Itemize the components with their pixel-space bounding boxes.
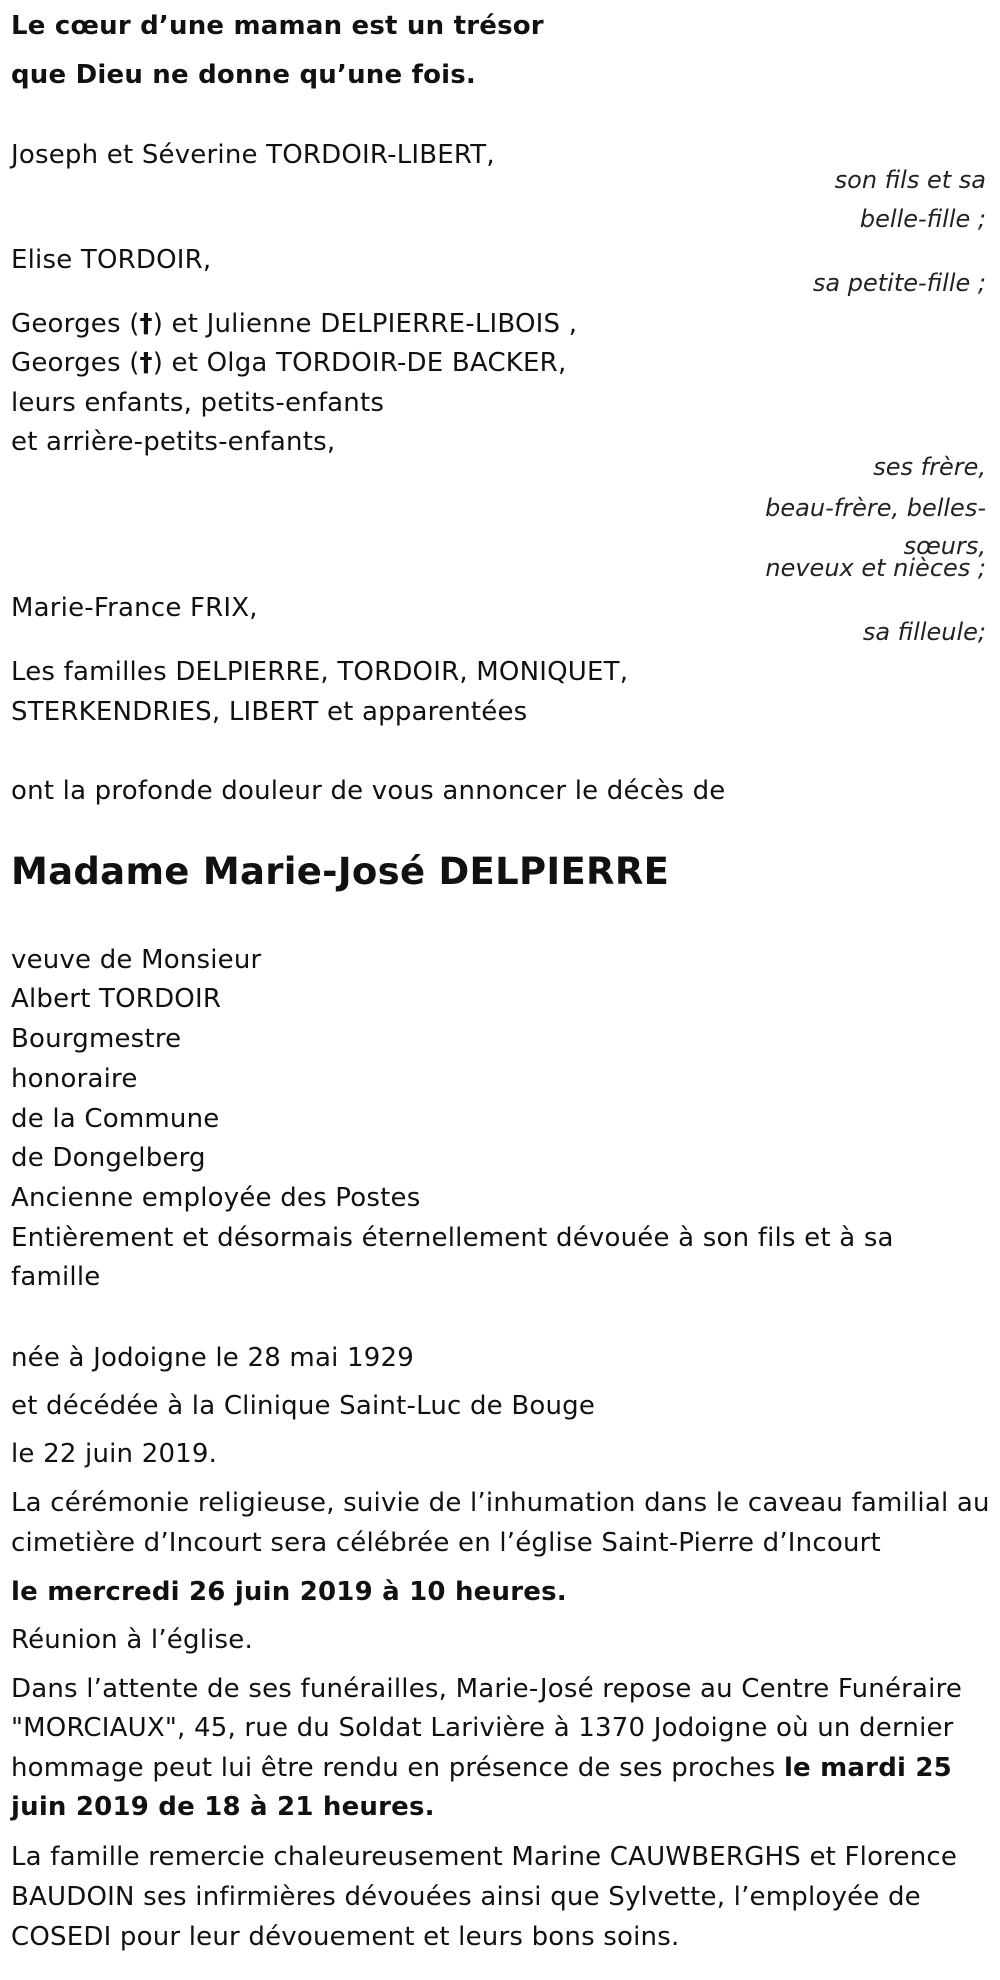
viewing-line-3: hommage peut lui être rendu en présence de ses proches le mardi 25 (11, 1753, 952, 1783)
bio-line: Bourgmestre (11, 1024, 182, 1054)
sibling-role-line-3: sœurs, (903, 532, 986, 560)
granddaughter-name: Elise TORDOIR, (11, 245, 212, 275)
cross-icon: † (139, 309, 153, 339)
goddaughter-name: Marie-France FRIX, (11, 593, 258, 623)
bio-line: Ancienne employée des Postes (11, 1183, 421, 1213)
son-names: Joseph et Séverine TORDOIR-LIBERT, (11, 140, 495, 170)
families-line-2: STERKENDRIES, LIBERT et apparentées (11, 697, 528, 727)
sibling-line-2: Georges (†) et Olga TORDOIR-DE BACKER, (11, 348, 567, 378)
bio-line: Entièrement et désormais éternellement dévouée à son fils et à sa (11, 1223, 894, 1253)
sibling-role-line-2: beau-frère, belles- (765, 494, 986, 522)
quote-line-2: que Dieu ne donne qu’une fois. (11, 60, 477, 90)
viewing-line-4: juin 2019 de 18 à 21 heures. (11, 1792, 435, 1822)
son-role-line-2: belle-fille ; (859, 205, 986, 233)
death-info-line-1: et décédée à la Clinique Saint-Luc de Bouge (11, 1391, 596, 1421)
descendants-line-2: et arrière-petits-enfants, (11, 427, 336, 457)
bio-line: veuve de Monsieur (11, 945, 262, 975)
granddaughter-role: sa petite-fille ; (812, 269, 986, 297)
ceremony-line-2: cimetière d’Incourt sera célébrée en l’église Saint-Pierre d’Incourt (11, 1528, 881, 1558)
sibling-role-line-4: neveux et nièces ; (765, 554, 986, 582)
meeting-info: Réunion à l’église. (11, 1625, 253, 1655)
quote-line-1: Le cœur d’une maman est un trésor (11, 11, 544, 41)
goddaughter-role: sa filleule; (862, 618, 986, 646)
thanks-line-1: La famille remercie chaleureusement Marine CAUWBERGHS et Florence (11, 1842, 958, 1872)
bio-line: Albert TORDOIR (11, 984, 222, 1014)
viewing-line-2: "MORCIAUX", 45, rue du Soldat Larivière à 1370 Jodoigne où un dernier (11, 1713, 954, 1743)
descendants-line-1: leurs enfants, petits-enfants (11, 388, 385, 418)
deceased-name: Madame Marie-José DELPIERRE (11, 850, 670, 893)
sibling-role-line-1: ses frère, (873, 453, 986, 481)
bio-line: de la Commune (11, 1104, 220, 1134)
bio-line: de Dongelberg (11, 1143, 206, 1173)
thanks-line-2: BAUDOIN ses infirmières dévouées ainsi que Sylvette, l’employée de (11, 1882, 921, 1912)
cross-icon: † (139, 348, 153, 378)
sibling-line-1: Georges (†) et Julienne DELPIERRE-LIBOIS , (11, 309, 578, 339)
ceremony-date: le mercredi 26 juin 2019 à 10 heures. (11, 1577, 567, 1607)
thanks-line-3: COSEDI pour leur dévouement et leurs bons soins. (11, 1922, 680, 1952)
families-line-1: Les familles DELPIERRE, TORDOIR, MONIQUET, (11, 657, 629, 687)
death-info-line-2: le 22 juin 2019. (11, 1439, 218, 1469)
ceremony-line-1: La cérémonie religieuse, suivie de l’inhumation dans le caveau familial au (11, 1488, 990, 1518)
bio-line: honoraire (11, 1064, 138, 1094)
announcement: ont la profonde douleur de vous annoncer le décès de (11, 776, 726, 806)
viewing-line-1: Dans l’attente de ses funérailles, Marie-José repose au Centre Funéraire (11, 1674, 963, 1704)
birth-info: née à Jodoigne le 28 mai 1929 (11, 1343, 414, 1373)
son-role-line-1: son fils et sa (834, 166, 986, 194)
bio-line: famille (11, 1262, 101, 1292)
